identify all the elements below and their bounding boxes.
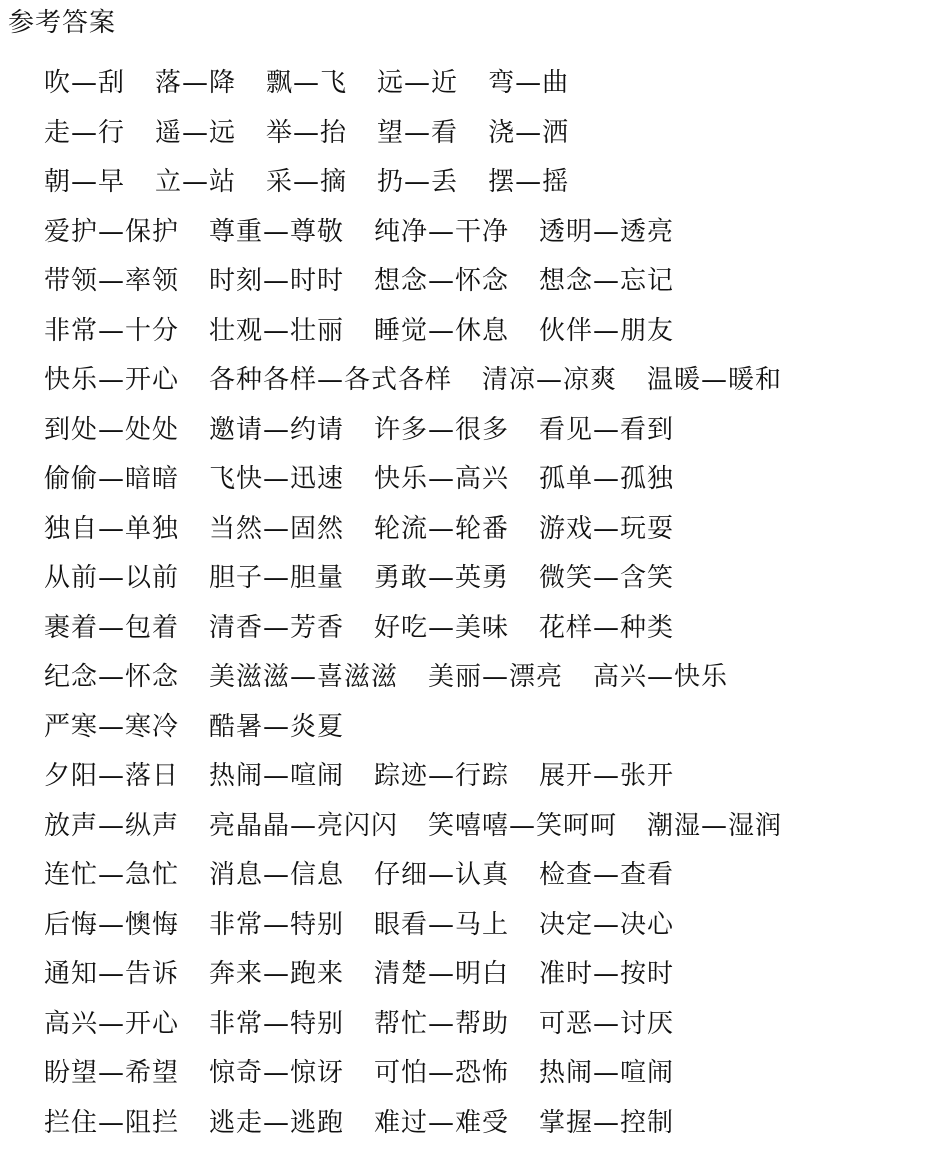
answer-line xyxy=(44,947,924,997)
word-pair: 睡觉—休息 xyxy=(374,315,510,346)
word-pair: 时刻—时时 xyxy=(209,266,345,297)
page-title: 参考答案 xyxy=(8,8,117,38)
word-pair: 飘—飞 xyxy=(266,68,348,99)
word-pair: 立—站 xyxy=(155,167,237,198)
word-pair: 轮流—轮番 xyxy=(374,513,510,544)
word-pair: 举—抬 xyxy=(266,117,348,148)
answer-line xyxy=(44,353,924,403)
word-pair: 仔细—认真 xyxy=(374,860,510,891)
word-pair: 拦住—阻拦 xyxy=(44,1107,180,1138)
word-pair: 惊奇—惊讶 xyxy=(209,1058,345,1089)
word-pair: 热闹—喧闹 xyxy=(539,1058,675,1089)
word-pair: 准时—按时 xyxy=(539,959,675,990)
word-pair: 远—近 xyxy=(377,68,459,99)
answer-list xyxy=(44,56,924,1145)
word-pair: 摆—摇 xyxy=(488,167,570,198)
word-pair: 到处—处处 xyxy=(44,414,180,445)
word-pair: 独自—单独 xyxy=(44,513,180,544)
answer-line xyxy=(44,1096,924,1146)
word-pair: 邀请—约请 xyxy=(209,414,345,445)
word-pair: 可恶—讨厌 xyxy=(539,1008,675,1039)
answer-line xyxy=(44,304,924,354)
word-pair: 美滋滋—喜滋滋 xyxy=(209,662,399,693)
answer-line xyxy=(44,155,924,205)
word-pair: 非常—特别 xyxy=(209,909,345,940)
word-pair: 通知—告诉 xyxy=(44,959,180,990)
word-pair: 逃走—逃跑 xyxy=(209,1107,345,1138)
word-pair: 伙伴—朋友 xyxy=(539,315,675,346)
word-pair: 快乐—高兴 xyxy=(374,464,510,495)
word-pair: 尊重—尊敬 xyxy=(209,216,345,247)
word-pair: 帮忙—帮助 xyxy=(374,1008,510,1039)
word-pair: 酷暑—炎夏 xyxy=(209,711,345,742)
word-pair: 透明—透亮 xyxy=(539,216,675,247)
word-pair: 落—降 xyxy=(155,68,237,99)
answer-line xyxy=(44,403,924,453)
answer-line xyxy=(44,799,924,849)
word-pair: 奔来—跑来 xyxy=(209,959,345,990)
word-pair: 偷偷—暗暗 xyxy=(44,464,180,495)
word-pair: 非常—特别 xyxy=(209,1008,345,1039)
answer-line xyxy=(44,997,924,1047)
answer-line xyxy=(44,502,924,552)
word-pair: 眼看—马上 xyxy=(374,909,510,940)
word-pair: 踪迹—行踪 xyxy=(374,761,510,792)
word-pair: 花样—种类 xyxy=(539,612,675,643)
word-pair: 扔—丢 xyxy=(377,167,459,198)
word-pair: 纯净—干净 xyxy=(374,216,510,247)
word-pair: 吹—刮 xyxy=(44,68,126,99)
word-pair: 飞快—迅速 xyxy=(209,464,345,495)
word-pair: 采—摘 xyxy=(266,167,348,198)
word-pair: 放声—纵声 xyxy=(44,810,180,841)
word-pair: 夕阳—落日 xyxy=(44,761,180,792)
word-pair: 望—看 xyxy=(377,117,459,148)
word-pair: 可怕—恐怖 xyxy=(374,1058,510,1089)
word-pair: 美丽—漂亮 xyxy=(428,662,564,693)
answer-line xyxy=(44,898,924,948)
word-pair: 展开—张开 xyxy=(539,761,675,792)
word-pair: 清凉—凉爽 xyxy=(482,365,618,396)
word-pair: 亮晶晶—亮闪闪 xyxy=(209,810,399,841)
answer-line xyxy=(44,601,924,651)
word-pair: 决定—决心 xyxy=(539,909,675,940)
answer-line xyxy=(44,452,924,502)
answer-line xyxy=(44,551,924,601)
word-pair: 快乐—开心 xyxy=(44,365,180,396)
word-pair: 壮观—壮丽 xyxy=(209,315,345,346)
word-pair: 纪念—怀念 xyxy=(44,662,180,693)
word-pair: 走—行 xyxy=(44,117,126,148)
answer-line xyxy=(44,650,924,700)
word-pair: 当然—固然 xyxy=(209,513,345,544)
word-pair: 高兴—开心 xyxy=(44,1008,180,1039)
answer-line xyxy=(44,1046,924,1096)
word-pair: 消息—信息 xyxy=(209,860,345,891)
word-pair: 各种各样—各式各样 xyxy=(209,365,453,396)
word-pair: 笑嘻嘻—笑呵呵 xyxy=(428,810,618,841)
word-pair: 严寒—寒冷 xyxy=(44,711,180,742)
word-pair: 盼望—希望 xyxy=(44,1058,180,1089)
word-pair: 微笑—含笑 xyxy=(539,563,675,594)
word-pair: 遥—远 xyxy=(155,117,237,148)
word-pair: 朝—早 xyxy=(44,167,126,198)
word-pair: 好吃—美味 xyxy=(374,612,510,643)
word-pair: 勇敢—英勇 xyxy=(374,563,510,594)
word-pair: 难过—难受 xyxy=(374,1107,510,1138)
word-pair: 后悔—懊悔 xyxy=(44,909,180,940)
answer-line xyxy=(44,56,924,106)
word-pair: 看见—看到 xyxy=(539,414,675,445)
word-pair: 想念—怀念 xyxy=(374,266,510,297)
word-pair: 潮湿—湿润 xyxy=(647,810,783,841)
word-pair: 胆子—胆量 xyxy=(209,563,345,594)
word-pair: 弯—曲 xyxy=(488,68,570,99)
answer-line xyxy=(44,106,924,156)
word-pair: 连忙—急忙 xyxy=(44,860,180,891)
word-pair: 浇—洒 xyxy=(488,117,570,148)
word-pair: 掌握—控制 xyxy=(539,1107,675,1138)
word-pair: 想念—忘记 xyxy=(539,266,675,297)
answer-line xyxy=(44,254,924,304)
word-pair: 游戏—玩耍 xyxy=(539,513,675,544)
word-pair: 带领—率领 xyxy=(44,266,180,297)
word-pair: 孤单—孤独 xyxy=(539,464,675,495)
word-pair: 清楚—明白 xyxy=(374,959,510,990)
answer-line xyxy=(44,205,924,255)
answer-line xyxy=(44,848,924,898)
word-pair: 温暖—暖和 xyxy=(647,365,783,396)
answer-line xyxy=(44,749,924,799)
word-pair: 非常—十分 xyxy=(44,315,180,346)
word-pair: 爱护—保护 xyxy=(44,216,180,247)
word-pair: 清香—芳香 xyxy=(209,612,345,643)
word-pair: 高兴—快乐 xyxy=(593,662,729,693)
word-pair: 热闹—喧闹 xyxy=(209,761,345,792)
answer-line xyxy=(44,700,924,750)
word-pair: 裹着—包着 xyxy=(44,612,180,643)
word-pair: 从前—以前 xyxy=(44,563,180,594)
word-pair: 许多—很多 xyxy=(374,414,510,445)
word-pair: 检查—查看 xyxy=(539,860,675,891)
